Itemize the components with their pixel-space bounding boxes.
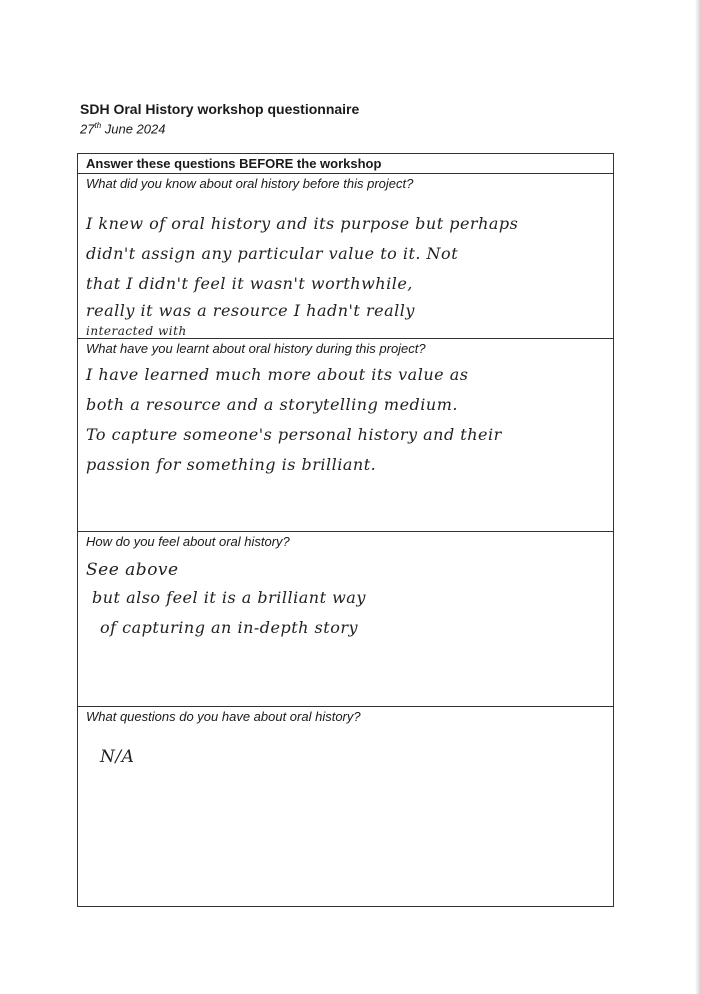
question-label: What have you learnt about oral history during this project?: [86, 341, 426, 356]
date-suffix: th: [94, 121, 102, 130]
answer-line: To capture someone's personal history and their: [86, 425, 502, 444]
answer-line: passion for something is brilliant.: [86, 455, 377, 474]
page-edge-shadow: [695, 0, 701, 994]
answer-line: N/A: [100, 747, 135, 767]
answer-line: I knew of oral history and its purpose but perhaps: [86, 214, 519, 233]
date-day: 27: [80, 121, 95, 137]
answer-line: of capturing an in-depth story: [100, 618, 359, 637]
table-header-row: [78, 154, 613, 173]
question-row-1: [78, 173, 613, 338]
question-label: What questions do you have about oral history?: [86, 709, 361, 724]
answer-line: See above: [86, 560, 179, 580]
answer-line: I have learned much more about its value as: [86, 365, 469, 384]
answer-line: didn't assign any particular value to it. Not: [86, 244, 459, 263]
answer-line: interacted with: [86, 324, 187, 338]
question-row-4: [78, 706, 613, 906]
question-label: What did you know about oral history before this project?: [86, 176, 414, 191]
question-row-2: [78, 338, 613, 531]
questionnaire-table: [77, 153, 614, 907]
answer-line: that I didn't feel it wasn't worthwhile,: [86, 274, 413, 293]
table-header: Answer these questions BEFORE the workshop: [86, 156, 382, 171]
document-date: [80, 121, 165, 136]
date-rest: June 2024: [101, 121, 166, 137]
answer-line: but also feel it is a brilliant way: [92, 588, 366, 607]
document-title: SDH Oral History workshop questionnaire: [80, 101, 360, 117]
answer-line: really it was a resource I hadn't really: [86, 301, 415, 320]
answer-line: both a resource and a storytelling medium.: [86, 395, 458, 414]
question-label: How do you feel about oral history?: [86, 534, 290, 549]
question-row-3: [78, 531, 613, 706]
